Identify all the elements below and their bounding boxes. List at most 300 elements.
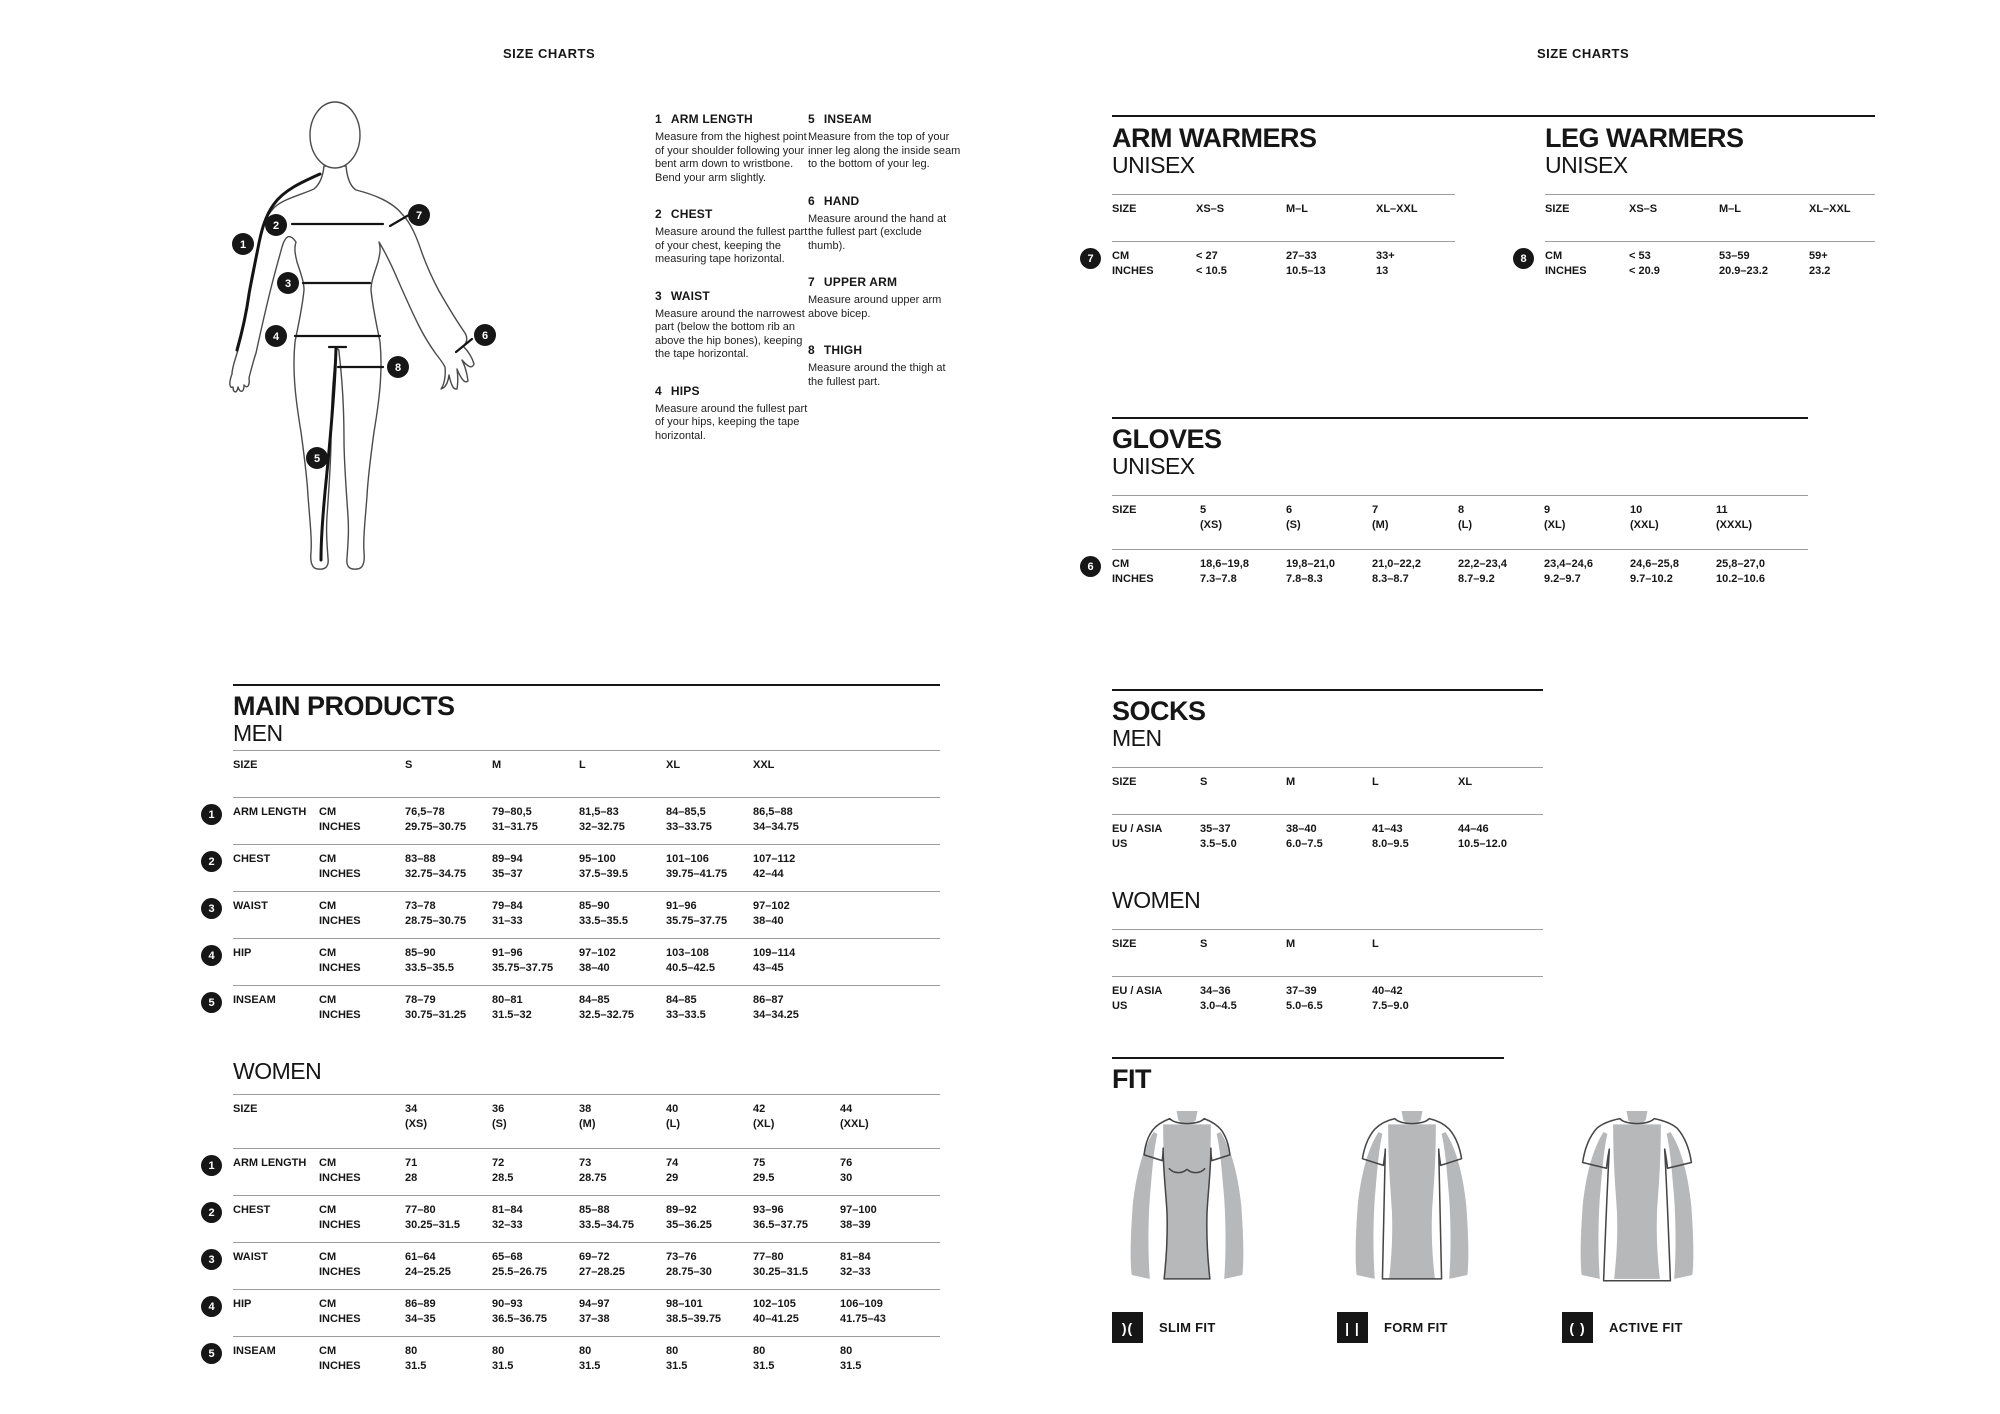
cell-line: CM: [319, 947, 337, 959]
table-row: [208, 1242, 940, 1289]
cell-line: 80: [492, 1345, 505, 1357]
women-size-table: [208, 1094, 940, 1383]
cell-line: 73: [579, 1157, 592, 1169]
leg-warmers-section: [1520, 123, 1875, 288]
cell-line: 90–93: [492, 1298, 523, 1310]
cell-line: < 20.9: [1629, 265, 1660, 277]
cell-line: 38–40: [1286, 823, 1317, 835]
instruction-number: 1: [655, 112, 662, 126]
cell-line: HIP: [233, 947, 252, 959]
cell-line: 22,2–23,4: [1458, 558, 1507, 570]
row-number-badge: 3: [201, 898, 222, 919]
cell-line: 31–33: [492, 915, 523, 927]
cell-line: XL–XXL: [1376, 203, 1418, 215]
header-cell: [1458, 775, 1544, 790]
header-cell: [1719, 202, 1809, 217]
cell-line: 6.0–7.5: [1286, 838, 1323, 850]
cell-line: 24–25.25: [405, 1266, 451, 1278]
slim-fit-label-row: [1112, 1312, 1337, 1343]
fit-section: [1112, 1057, 1812, 1343]
neck-silhouette: [1177, 1111, 1198, 1123]
left-arm-silhouette: [1356, 1132, 1383, 1279]
table-header-row: [233, 750, 940, 797]
row-number-badge: 1: [201, 1155, 222, 1176]
cell-line: 33.5–34.75: [579, 1219, 635, 1231]
data-cell: [579, 852, 666, 882]
data-cell: [1719, 249, 1809, 279]
data-cell: [492, 1156, 579, 1186]
diagram-badge-2: [265, 214, 287, 236]
cell-line: 43–45: [753, 962, 784, 974]
data-cell: [753, 1250, 840, 1280]
cell-line: 28.75–30: [666, 1266, 712, 1278]
data-cell: [233, 1344, 319, 1374]
cell-line: 85–90: [405, 947, 436, 959]
table-row: [1520, 241, 1875, 288]
cell-line: 7.5–9.0: [1372, 1000, 1409, 1012]
data-cell: [319, 1250, 405, 1280]
data-cell: [319, 1203, 405, 1233]
cell-line: 77–80: [753, 1251, 784, 1263]
instruction-number: 4: [655, 383, 662, 398]
cell-line: INSEAM: [233, 994, 276, 1006]
data-cell: [579, 899, 666, 929]
table-header-row: [1112, 194, 1455, 241]
cell-line: 93–96: [753, 1204, 784, 1216]
cell-line: 31–31.75: [492, 821, 538, 833]
instruction-chest: [655, 207, 808, 267]
cell-line: (S): [1286, 519, 1301, 531]
data-cell: [1286, 822, 1372, 852]
cell-line: 41–43: [1372, 823, 1403, 835]
cell-line: S: [405, 759, 413, 771]
cell-line: 34–35: [405, 1313, 436, 1325]
cell-line: INCHES: [1112, 573, 1154, 585]
cell-line: 38–40: [753, 915, 784, 927]
cell-line: 106–109: [840, 1298, 883, 1310]
cell-line: INCHES: [1112, 265, 1154, 277]
cell-line: 53–59: [1719, 250, 1750, 262]
cell-line: < 53: [1629, 250, 1651, 262]
section-subtitle: UNISEX: [1545, 152, 1628, 178]
cell-line: 83–88: [405, 853, 436, 865]
cell-line: 23,4–24,6: [1544, 558, 1593, 570]
data-cell: [1200, 822, 1286, 852]
cell-line: (XXL): [1630, 519, 1659, 531]
section-title: LEG WARMERS: [1545, 123, 1744, 153]
cell-line: 33.5–35.5: [405, 962, 454, 974]
cell-line: 81–84: [840, 1251, 871, 1263]
women-subheading: WOMEN: [1112, 887, 1201, 913]
cell-line: CM: [1545, 250, 1563, 262]
body-measurement-diagram: [220, 92, 512, 597]
cell-line: 80: [840, 1345, 853, 1357]
cell-line: 33–33.5: [666, 1009, 706, 1021]
instruction-number: 6: [808, 193, 815, 208]
cell-line: 89–94: [492, 853, 523, 865]
cell-line: 31.5: [579, 1360, 601, 1372]
header-cell: [1286, 775, 1372, 790]
data-cell: [492, 805, 579, 835]
data-cell: [753, 1297, 840, 1327]
data-cell: [1112, 249, 1196, 279]
section-title: FIT: [1112, 1064, 1151, 1094]
header-cell: [666, 758, 753, 773]
cell-line: 31.5: [492, 1360, 514, 1372]
cell-line: 37–38: [579, 1313, 610, 1325]
cell-line: INCHES: [319, 868, 361, 880]
cell-line: CM: [319, 1157, 337, 1169]
table-row: [1087, 549, 1808, 596]
instruction-title: UPPER ARM: [823, 275, 898, 289]
cell-line: 29: [666, 1172, 679, 1184]
cell-line: 79–84: [492, 900, 523, 912]
data-cell: [233, 1156, 319, 1186]
cell-line: 31.5: [840, 1360, 862, 1372]
women-subheading: WOMEN: [233, 1058, 322, 1084]
header-cell: [1200, 775, 1286, 790]
cell-line: 101–106: [666, 853, 709, 865]
cell-line: INCHES: [1545, 265, 1587, 277]
cell-line: 107–112: [753, 853, 796, 865]
data-cell: [1112, 557, 1200, 587]
data-cell: [1376, 249, 1466, 279]
diagram-badge-6: [474, 324, 496, 346]
data-cell: [1458, 557, 1544, 587]
cell-line: 6: [1286, 504, 1293, 516]
cell-line: 31.5: [753, 1360, 775, 1372]
cell-line: 42–44: [753, 868, 784, 880]
data-cell: [840, 1156, 927, 1186]
cell-line: 27–28.25: [579, 1266, 625, 1278]
instruction-number: 8: [808, 343, 815, 357]
data-cell: [405, 946, 492, 976]
cell-line: CM: [319, 900, 337, 912]
cell-line: 29.5: [753, 1172, 775, 1184]
cell-line: 36: [492, 1103, 505, 1115]
data-cell: [405, 805, 492, 835]
table-row: [1112, 976, 1543, 1023]
active-fit-icon: ( ): [1562, 1312, 1593, 1343]
data-cell: [319, 805, 405, 835]
row-number-badge: 2: [201, 1202, 222, 1223]
data-cell: [753, 1344, 840, 1374]
cell-line: 85–90: [579, 900, 610, 912]
cell-line: 76,5–78: [405, 806, 445, 818]
cell-line: (M): [579, 1118, 596, 1130]
warmers-top-rule: [1112, 115, 1875, 117]
cell-line: 18,6–19,8: [1200, 558, 1249, 570]
header-cell: [1716, 503, 1802, 533]
cell-line: 84–85: [666, 994, 697, 1006]
cell-line: US: [1112, 838, 1128, 850]
socks-section: [1112, 689, 1543, 1023]
form-fit-label: FORM FIT: [1384, 1320, 1448, 1335]
header-cell: [1629, 202, 1719, 217]
instruction-title: THIGH: [823, 343, 863, 357]
cell-line: < 27: [1196, 250, 1218, 262]
cell-line: 28: [405, 1172, 418, 1184]
cell-line: 38: [579, 1103, 592, 1115]
cell-line: 34–34.75: [753, 821, 799, 833]
cell-line: 40: [666, 1103, 679, 1115]
data-cell: [1458, 822, 1544, 852]
data-cell: [1372, 822, 1458, 852]
data-cell: [840, 1203, 927, 1233]
data-cell: [1716, 557, 1802, 587]
cell-line: 95–100: [579, 853, 616, 865]
data-cell: [233, 1203, 319, 1233]
cell-line: 32–32.75: [579, 821, 625, 833]
neck-silhouette: [1402, 1111, 1423, 1123]
cell-line: 10.5–12.0: [1458, 838, 1507, 850]
cell-line: M: [492, 759, 502, 771]
form-fit-icon: | |: [1337, 1312, 1368, 1343]
cell-line: 39.75–41.75: [666, 868, 728, 880]
cell-line: 79–80,5: [492, 806, 532, 818]
cell-line: 7.8–8.3: [1286, 573, 1323, 585]
instruction-number: 7: [808, 275, 815, 289]
cell-line: 34–36: [1200, 985, 1231, 997]
fit-form-column: [1337, 1111, 1562, 1343]
cell-line: 98–101: [666, 1298, 703, 1310]
instruction-title: CHEST: [670, 207, 713, 221]
cell-line: 44–46: [1458, 823, 1489, 835]
instruction-waist: [655, 289, 808, 362]
cell-line: 97–102: [579, 947, 616, 959]
cell-line: (XL): [1544, 519, 1566, 531]
header-cell: [1544, 503, 1630, 533]
data-cell: [1286, 249, 1376, 279]
instruction-number: 2: [655, 207, 662, 221]
data-cell: [492, 946, 579, 976]
cell-line: CM: [319, 806, 337, 818]
svg-text:3: 3: [284, 278, 292, 290]
data-cell: [233, 1297, 319, 1327]
diagram-badge-5: [306, 447, 328, 469]
cell-line: INCHES: [319, 1009, 361, 1021]
cell-line: 8.3–8.7: [1372, 573, 1409, 585]
svg-text:1: 1: [239, 239, 247, 251]
section-subtitle: UNISEX: [1112, 453, 1195, 479]
cell-line: 91–96: [492, 947, 523, 959]
cell-line: ARM LENGTH: [233, 806, 307, 818]
instruction-inseam: [808, 112, 961, 172]
data-cell: [840, 1297, 927, 1327]
table-header-row: [1545, 194, 1875, 241]
active-fit-label: ACTIVE FIT: [1609, 1320, 1683, 1335]
cell-line: 5.0–6.5: [1286, 1000, 1323, 1012]
cell-line: 28.75: [579, 1172, 607, 1184]
row-number-badge: 5: [201, 1343, 222, 1364]
cell-line: EU / ASIA: [1112, 823, 1163, 835]
table-row: [1087, 241, 1455, 288]
data-cell: [405, 1203, 492, 1233]
table-header-row: [1112, 767, 1543, 814]
cell-line: 69–72: [579, 1251, 610, 1263]
svg-text:4: 4: [272, 331, 280, 343]
cell-line: 37–39: [1286, 985, 1317, 997]
data-cell: [1286, 557, 1372, 587]
slim-fit-figure: [1112, 1111, 1262, 1297]
cell-line: 33+: [1376, 250, 1395, 262]
data-cell: [319, 946, 405, 976]
cell-line: XL: [1458, 776, 1473, 788]
data-cell: [579, 1156, 666, 1186]
data-cell: [492, 899, 579, 929]
cell-line: 38.5–39.75: [666, 1313, 722, 1325]
cell-line: M–L: [1286, 203, 1308, 215]
data-cell: [840, 1344, 927, 1374]
header-cell: [405, 758, 492, 773]
data-cell: [666, 946, 753, 976]
cell-line: XXL: [753, 759, 775, 771]
cell-line: 38–39: [840, 1219, 871, 1231]
main-products-section: [208, 684, 940, 1383]
row-number-badge: 4: [201, 945, 222, 966]
data-cell: [753, 899, 840, 929]
instruction-title: WAIST: [670, 288, 710, 303]
data-cell: [233, 993, 319, 1023]
cell-line: 31.5: [666, 1360, 688, 1372]
section-title: MAIN PRODUCTS: [233, 691, 455, 721]
cell-line: 89–92: [666, 1204, 697, 1216]
header-cell: [405, 1102, 492, 1132]
data-cell: [233, 1250, 319, 1280]
cell-line: ARM LENGTH: [233, 1157, 307, 1169]
table-row: [208, 985, 940, 1032]
instruction-number: 5: [808, 112, 815, 126]
neck-silhouette: [1627, 1111, 1648, 1123]
cell-line: CM: [319, 1251, 337, 1263]
cell-line: 40.5–42.5: [666, 962, 715, 974]
cell-line: 25,8–27,0: [1716, 558, 1765, 570]
data-cell: [753, 1203, 840, 1233]
cell-line: L: [1372, 776, 1379, 788]
leg-warmers-table: [1520, 194, 1875, 288]
data-cell: [1372, 557, 1458, 587]
socks-men-table: [1112, 767, 1543, 861]
cell-line: 32.75–34.75: [405, 868, 467, 880]
instruction-title: INSEAM: [823, 112, 872, 126]
cell-line: 32–33: [492, 1219, 523, 1231]
data-cell: [319, 1344, 405, 1374]
torso-silhouette: [1388, 1124, 1436, 1279]
cell-line: 35–36.25: [666, 1219, 712, 1231]
cell-line: 37.5–39.5: [579, 868, 628, 880]
data-cell: [405, 1344, 492, 1374]
cell-line: 80–81: [492, 994, 523, 1006]
cell-line: 20.9–23.2: [1719, 265, 1768, 277]
cell-line: 75: [753, 1157, 766, 1169]
fit-slim-column: [1112, 1111, 1337, 1343]
cell-line: (L): [666, 1118, 681, 1130]
data-cell: [319, 1156, 405, 1186]
cell-line: 84–85,5: [666, 806, 706, 818]
cell-line: 91–96: [666, 900, 697, 912]
cell-line: 81–84: [492, 1204, 523, 1216]
header-cell: [1196, 202, 1286, 217]
cell-line: 29.75–30.75: [405, 821, 467, 833]
data-cell: [753, 852, 840, 882]
diagram-badge-8: [387, 356, 409, 378]
cell-line: (XS): [405, 1118, 427, 1130]
cell-line: 34–34.25: [753, 1009, 799, 1021]
cell-line: 35.75–37.75: [492, 962, 554, 974]
cell-line: INSEAM: [233, 1345, 276, 1357]
row-number-badge: 5: [201, 992, 222, 1013]
cell-line: 65–68: [492, 1251, 523, 1263]
table-row: [208, 844, 940, 891]
data-cell: [753, 946, 840, 976]
cell-line: 23.2: [1809, 265, 1831, 277]
gloves-table: [1087, 495, 1808, 596]
cell-line: 103–108: [666, 947, 709, 959]
cell-line: 31.5: [405, 1360, 427, 1372]
cell-line: XS–S: [1629, 203, 1658, 215]
instruction-text: Measure around the fullest part of your hips, keeping the tape horizontal.: [655, 402, 808, 442]
table-header-row: [233, 1094, 940, 1148]
cell-line: 36.5–37.75: [753, 1219, 809, 1231]
data-cell: [1544, 557, 1630, 587]
cell-line: (XL): [753, 1118, 775, 1130]
cell-line: 81,5–83: [579, 806, 619, 818]
fit-figures-row: [1112, 1111, 1812, 1343]
cell-line: S: [1200, 776, 1208, 788]
cell-line: 3.0–4.5: [1200, 1000, 1237, 1012]
cell-line: 109–114: [753, 947, 796, 959]
cell-line: 71: [405, 1157, 418, 1169]
cell-line: 80: [405, 1345, 418, 1357]
header-cell: [1372, 503, 1458, 533]
torso-silhouette: [1613, 1124, 1661, 1279]
form-fit-figure: [1337, 1111, 1487, 1297]
cell-line: 59+: [1809, 250, 1828, 262]
cell-line: 24,6–25,8: [1630, 558, 1679, 570]
cell-line: SIZE: [1112, 776, 1137, 788]
cell-line: 30.25–31.5: [405, 1219, 461, 1231]
instruction-hips: [655, 384, 808, 444]
cell-line: (XS): [1200, 519, 1222, 531]
cell-line: (L): [1458, 519, 1473, 531]
data-cell: [753, 1156, 840, 1186]
instruction-text: Measure around the thigh at the fullest part.: [808, 362, 946, 388]
cell-line: HIP: [233, 1298, 252, 1310]
data-cell: [579, 993, 666, 1023]
table-row: [1112, 814, 1543, 861]
instruction-title: ARM LENGTH: [670, 112, 753, 126]
cell-line: SIZE: [233, 1103, 258, 1115]
cell-line: 86–87: [753, 994, 784, 1006]
header-cell: [753, 1102, 840, 1132]
cell-line: SIZE: [1112, 504, 1137, 516]
cell-line: 80: [753, 1345, 766, 1357]
fit-active-column: [1562, 1111, 1787, 1343]
header-cell: [1200, 503, 1286, 533]
page-title-left: SIZE CHARTS: [503, 46, 596, 61]
cell-line: (XXL): [840, 1118, 869, 1130]
header-cell: [1200, 937, 1286, 952]
cell-line: 97–100: [840, 1204, 877, 1216]
section-title: GLOVES: [1112, 424, 1222, 454]
slim-fit-label: SLIM FIT: [1159, 1320, 1216, 1335]
cell-line: CM: [1112, 250, 1130, 262]
instruction-hand: [808, 194, 961, 254]
men-subheading: MEN: [1112, 725, 1162, 751]
header-cell: [233, 758, 319, 773]
cell-line: CHEST: [233, 853, 271, 865]
active-fit-figure: [1562, 1111, 1712, 1297]
